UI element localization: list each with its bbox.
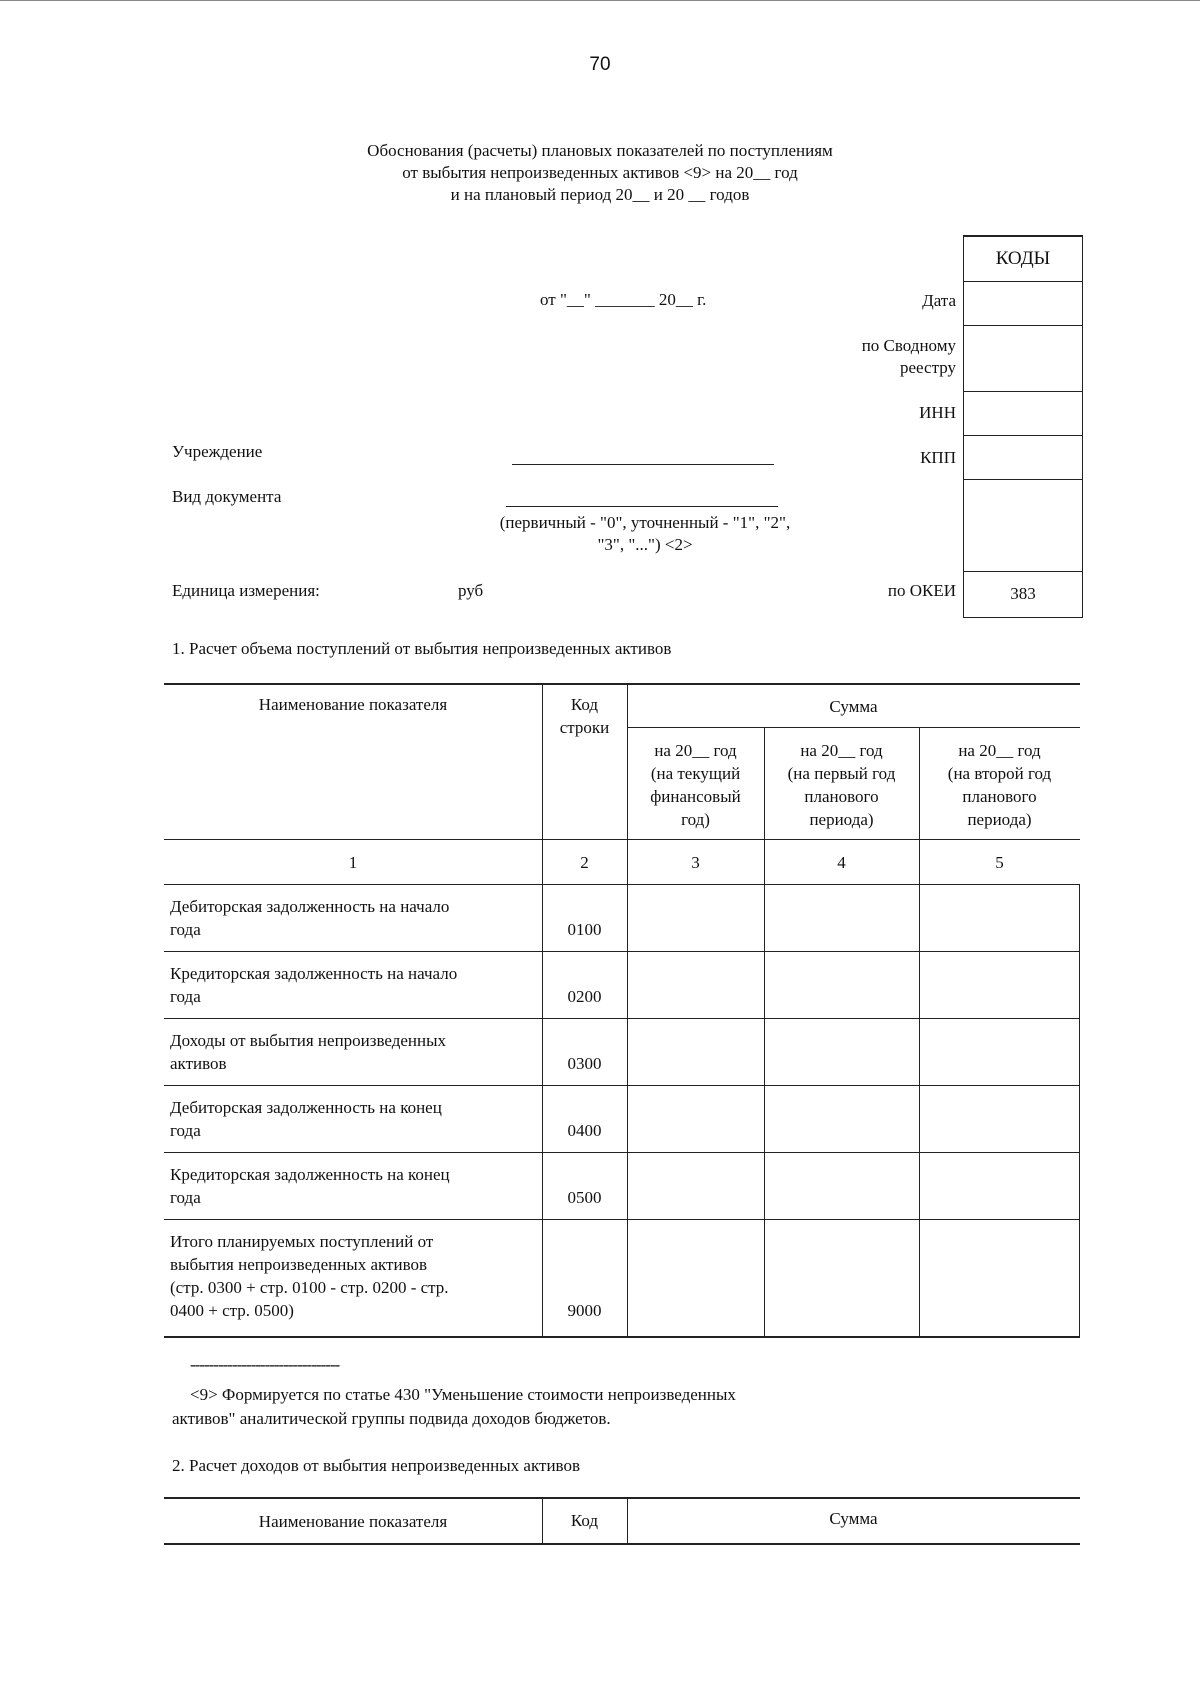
table-1-subcol-first [764, 739, 919, 831]
table-1-col-divider [542, 683, 543, 1338]
page-number: 70 [589, 54, 611, 75]
table-row-code: 0400 [567, 1121, 602, 1140]
table-1-right-border [1079, 884, 1080, 1338]
col-number-3: 3 [691, 853, 700, 872]
row-name-line: Доходы от выбытия непроизведенных [170, 1031, 447, 1050]
table-row-name [170, 1163, 540, 1209]
table-1-top-border [164, 683, 1080, 685]
subcol-1-line: на 20__ год [654, 741, 737, 760]
table-1-row-line [164, 1085, 1080, 1086]
table-1-row-line [164, 1219, 1080, 1220]
col-number-1: 1 [348, 853, 358, 872]
doc-type-field-line[interactable] [506, 506, 778, 507]
table-row-name [170, 895, 540, 941]
doc-type-hint-line-1: (первичный - "0", уточненный - "1", "2", [499, 513, 791, 532]
table-row-code: 0300 [567, 1054, 602, 1073]
col-number-4: 4 [837, 853, 846, 872]
col-code-line-2: строки [559, 718, 610, 737]
subcol-1-line: финансовый [650, 787, 741, 806]
table-2 [164, 1497, 1080, 1545]
subcol-2-line: (на первый год [787, 764, 896, 783]
row-name-line: Дебиторская задолженность на конец [170, 1098, 442, 1117]
registry-label-line-1: по Сводному [861, 336, 956, 355]
page-top-edge [0, 0, 1200, 1]
row-name-line: Кредиторская задолженность на начало [170, 964, 458, 983]
subcol-1-line: (на текущий [650, 764, 741, 783]
okei-code-cell: 383 [964, 571, 1082, 618]
table-row-code: 0100 [567, 920, 602, 939]
table-1-subcol-current [627, 739, 764, 831]
institution-field-line[interactable] [512, 464, 774, 465]
subcol-2-line: на 20__ год [800, 741, 883, 760]
unit-label: Единица измерения: [172, 581, 320, 600]
table-1-numbers-bottom [164, 884, 1080, 885]
footnote-separator: -------------------------------- [190, 1355, 340, 1374]
kpp-code-cell[interactable] [964, 435, 1082, 480]
date-label: Дата [922, 291, 956, 310]
table-2-top-border [164, 1497, 1080, 1499]
doc-type-code-cell[interactable] [964, 479, 1082, 572]
footnote-line-1: <9> Формируется по статье 430 "Уменьшение стоимости непроизведенных [190, 1385, 736, 1404]
unit-value: руб [458, 581, 484, 600]
row-name-line: Кредиторская задолженность на конец [170, 1165, 450, 1184]
table-1 [164, 683, 1080, 1338]
inn-label: ИНН [919, 403, 956, 422]
section-1-title: 1. Расчет объема поступлений от выбытия непроизведенных активов [172, 639, 672, 658]
table-1-header-bottom [164, 839, 1080, 840]
codes-header: КОДЫ [995, 248, 1051, 269]
section-2-title: 2. Расчет доходов от выбытия непроизведенных активов [172, 1456, 580, 1475]
registry-label [862, 335, 956, 379]
table-1-sum-divider [627, 727, 1080, 728]
row-name-line: выбытия непроизведенных активов [170, 1255, 428, 1274]
doc-type-hint-line-2: "3", "...") <2> [597, 535, 693, 554]
subcol-3-line: (на второй год [947, 764, 1052, 783]
title-line-1: Обоснования (расчеты) плановых показателей по поступлениям [367, 141, 833, 160]
row-name-line: (стр. 0300 + стр. 0100 - стр. 0200 - стр. [170, 1278, 449, 1297]
table-1-row-line [164, 1018, 1080, 1019]
row-name-line: Дебиторская задолженность на начало [170, 897, 450, 916]
row-name-line: года [170, 1188, 201, 1207]
table-row-code: 9000 [567, 1301, 602, 1320]
doc-type-hint [450, 512, 840, 556]
table-1-col-name-header: Наименование показателя [258, 695, 448, 714]
date-code-cell[interactable] [964, 281, 1082, 326]
table-row-name [170, 1096, 540, 1142]
footnote-line-2: активов" аналитической группы подвида доходов бюджетов. [172, 1409, 611, 1428]
table-1-bottom-border [164, 1336, 1080, 1338]
okei-label: по ОКЕИ [887, 581, 956, 600]
codes-box [963, 235, 1083, 618]
table-2-col-name-header: Наименование показателя [258, 1512, 448, 1531]
col-number-2: 2 [580, 853, 589, 872]
table-row-name [170, 962, 540, 1008]
table-1-row-line [164, 951, 1080, 952]
table-2-col-code-header: Код [570, 1511, 599, 1530]
table-row-code: 0500 [567, 1188, 602, 1207]
table-2-header-bottom [164, 1543, 1080, 1545]
subcol-3-line: на 20__ год [958, 741, 1041, 760]
inn-code-cell[interactable] [964, 391, 1082, 436]
table-2-col-sum-header: Сумма [829, 1509, 878, 1528]
row-name-line: Итого планируемых поступлений от [170, 1232, 434, 1251]
subcol-2-line: планового [804, 787, 879, 806]
subcol-3-line: периода) [967, 810, 1032, 829]
row-name-line: 0400 + стр. 0500) [170, 1301, 294, 1320]
registry-code-cell[interactable] [964, 325, 1082, 392]
kpp-label: КПП [920, 448, 956, 467]
subcol-3-line: планового [962, 787, 1037, 806]
title-line-2: от выбытия непроизведенных активов <9> на 20__ год [402, 163, 798, 182]
col-code-line-1: Код [570, 695, 599, 714]
row-name-line: года [170, 920, 201, 939]
table-1-col-code-header [542, 693, 627, 739]
row-name-line: года [170, 987, 201, 1006]
subcol-1-line: год) [681, 810, 710, 829]
row-name-line: активов [170, 1054, 227, 1073]
table-1-subcol-second [919, 739, 1080, 831]
col-number-5: 5 [995, 853, 1004, 872]
doc-type-label: Вид документа [172, 487, 282, 506]
table-row-code: 0200 [567, 987, 602, 1006]
document-title [300, 140, 900, 206]
institution-label: Учреждение [172, 442, 263, 461]
table-1-row-line [164, 1152, 1080, 1153]
registry-label-line-2: реестру [900, 358, 956, 377]
row-name-line: года [170, 1121, 201, 1140]
table-1-col-sum-header: Сумма [829, 697, 878, 716]
table-row-name [170, 1029, 540, 1075]
subcol-2-line: периода) [809, 810, 874, 829]
table-row-name [170, 1230, 540, 1322]
title-line-3: и на плановый период 20__ и 20 __ годов [450, 185, 750, 204]
date-line: от "__" _______ 20__ г. [540, 290, 707, 309]
